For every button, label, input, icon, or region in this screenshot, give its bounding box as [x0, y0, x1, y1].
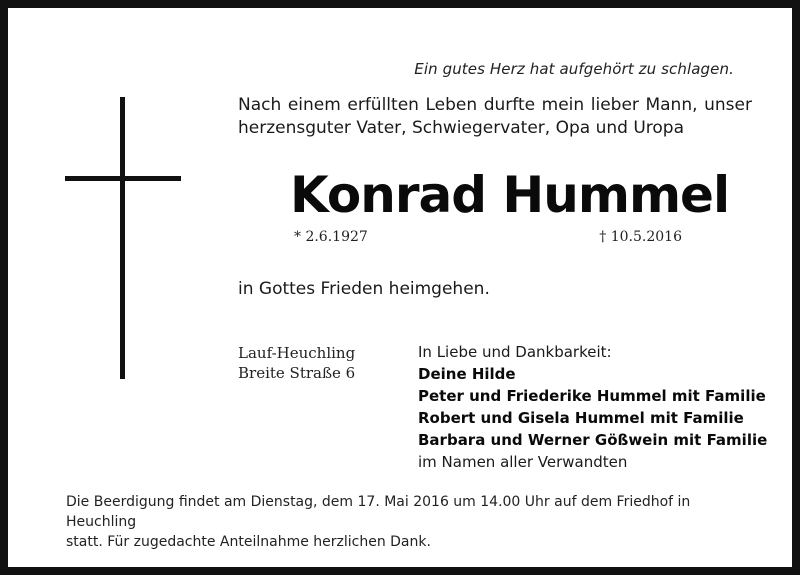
cross-icon — [120, 97, 125, 379]
address-block — [238, 343, 355, 383]
birth-date: * 2.6.1927 — [294, 229, 368, 245]
intro-word: mein — [541, 95, 585, 115]
funeral-line-1: Die Beerdigung findet am Dienstag, dem 17. Mai 2016 um 14.00 Uhr auf dem Friedhof in Heuchling — [66, 494, 691, 530]
peace-text: in Gottes Frieden heimgehen. — [238, 279, 490, 299]
mourners-block — [418, 341, 767, 473]
intro-word: unser — [704, 95, 752, 115]
intro-word: Mann, — [645, 95, 698, 115]
intro-text — [238, 94, 752, 140]
mourner-name: Deine Hilde — [418, 365, 516, 383]
address-street: Breite Straße 6 — [238, 364, 356, 382]
address-town: Lauf-Heuchling — [238, 344, 356, 362]
intro-word: Leben — [425, 95, 478, 115]
intro-word: einem — [287, 95, 341, 115]
mourner-name: Barbara und Werner Gößwein mit Familie — [418, 431, 768, 449]
intro-word: erfüllten — [347, 95, 419, 115]
mourners-closing: im Namen aller Verwandten — [418, 453, 628, 471]
motto: Ein gutes Herz hat aufgehört zu schlagen. — [414, 60, 734, 78]
death-date: † 10.5.2016 — [599, 229, 682, 245]
funeral-notice — [66, 492, 756, 552]
deceased-name: Konrad Hummel — [290, 166, 730, 224]
mourners-intro: In Liebe und Dankbarkeit: — [418, 343, 612, 361]
mourner-name: Robert und Gisela Hummel mit Familie — [418, 409, 744, 427]
intro-word: lieber — [590, 95, 639, 115]
mourner-name: Peter und Friederike Hummel mit Familie — [418, 387, 766, 405]
intro-word: durfte — [483, 95, 536, 115]
intro-line-2: herzensguter Vater, Schwiegervater, Opa und Uropa — [238, 118, 685, 138]
intro-line-1 — [238, 94, 752, 117]
cross-icon-bar — [65, 176, 181, 181]
funeral-line-2: statt. Für zugedachte Anteilnahme herzlichen Dank. — [66, 534, 431, 550]
intro-word: Nach — [238, 95, 282, 115]
